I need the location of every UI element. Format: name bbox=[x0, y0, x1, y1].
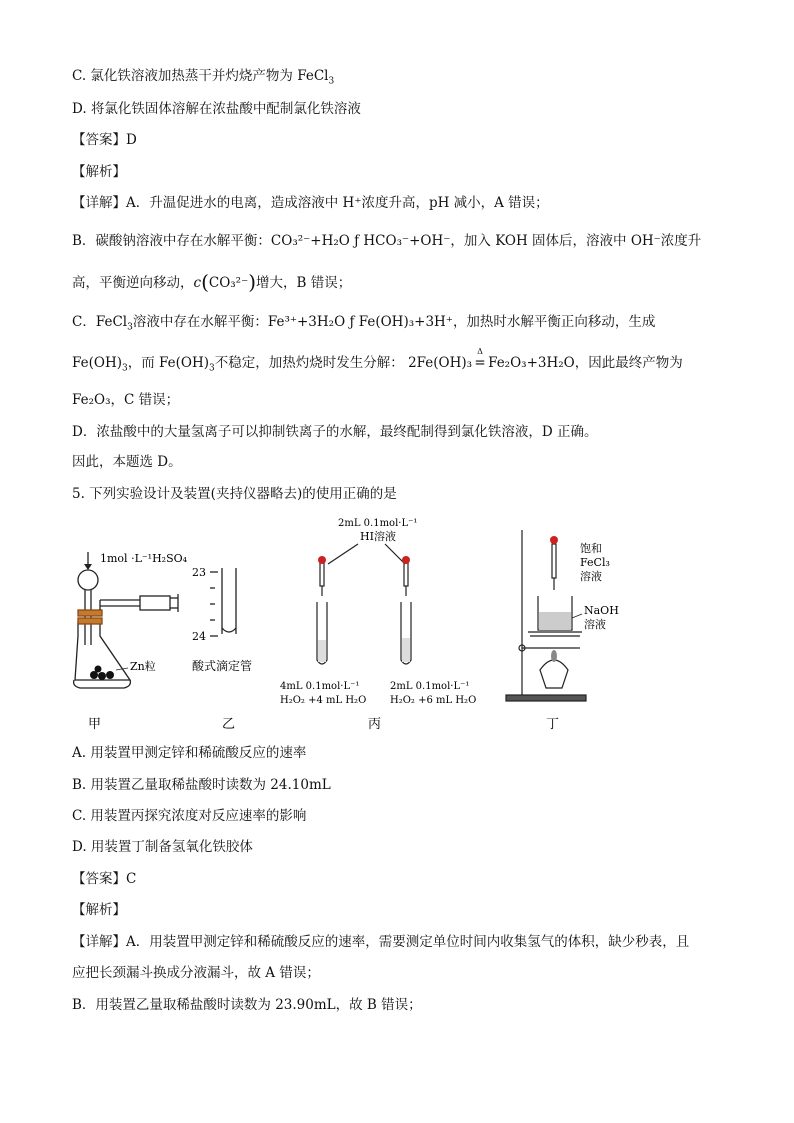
detail-c-line1: C．FeCl$_3$溶液中存在水解平衡：Fe³⁺+3H₂O ƒ Fe(OH)₃+3H⁺，加热时水解平衡正向移动，生成 bbox=[72, 314, 656, 333]
label-zn: Zn粒 bbox=[130, 660, 156, 673]
label-naoh-1: NaOH bbox=[584, 604, 619, 617]
option-d-q5: D. 用装置丁制备氢氧化铁胶体 bbox=[72, 839, 253, 855]
label-fecl3-3: 溶液 bbox=[580, 570, 602, 583]
detail2-a-line2: 应把长颈漏斗换成分液漏斗，故 A 错误； bbox=[72, 965, 320, 981]
analysis-label: 【解析】 bbox=[72, 164, 126, 180]
label-fecl3-1: 饱和 bbox=[580, 542, 602, 555]
dropper-bulb bbox=[402, 556, 410, 564]
label-right-tube-1: 2mL 0.1mol·L⁻¹ bbox=[390, 681, 470, 692]
answer-label: 【答案】D bbox=[72, 132, 137, 148]
label-right-tube-2: H₂O₂ +6 mL H₂O bbox=[390, 695, 477, 706]
label-fecl3-2: FeCl₃ bbox=[580, 556, 610, 569]
hydrolysis-equation-carbonate: CO₃²⁻+H₂O ƒ HCO₃⁻+OH⁻ bbox=[270, 233, 451, 249]
label-naoh-2: 溶液 bbox=[584, 618, 606, 631]
caption-bing: 丙 bbox=[368, 717, 382, 732]
dropper-bulb bbox=[550, 536, 558, 544]
conclusion: 因此，本题选 D。 bbox=[72, 454, 182, 470]
apparatus-bing bbox=[317, 544, 411, 664]
detail2-a-line1: 【详解】A．用装置甲测定锌和稀硫酸反应的速率，需要测定单位时间内收集氢气的体积，缺少秒表，且 bbox=[72, 934, 690, 950]
zn-granule bbox=[98, 672, 106, 680]
option-c-q5: C. 用装置丙探究浓度对反应速率的影响 bbox=[72, 808, 307, 824]
detail-c-line2: $Fe(OH)_3$，而 $Fe(OH)_3$不稳定，加热灼烧时发生分解： 2Fe(OH)₃ Δ = Fe₂O₃+3H₂O，因此最终产物为 bbox=[72, 347, 683, 374]
label-left-tube-2: H₂O₂ +4 mL H₂O bbox=[280, 695, 367, 706]
flame-icon bbox=[551, 650, 557, 662]
option-a-q5: A. 用装置甲测定锌和稀硫酸反应的速率 bbox=[72, 745, 307, 761]
apparatus-ding bbox=[506, 530, 586, 701]
option-b-q5: B. 用装置乙量取稀盐酸时读数为 24.10mL bbox=[72, 777, 331, 793]
apparatus-yi bbox=[210, 568, 236, 636]
caption-yi: 乙 bbox=[222, 717, 236, 732]
detail-a: 【详解】A．升温促进水的电离，造成溶液中 H⁺浓度升高，pH 减小，A 错误； bbox=[72, 195, 549, 211]
answer-label-2: 【答案】C bbox=[72, 871, 137, 887]
apparatus-jia bbox=[74, 552, 178, 688]
dropper-bulb bbox=[318, 556, 326, 564]
tick-24: 24 bbox=[192, 630, 206, 643]
burette-label: 酸式滴定管 bbox=[192, 659, 253, 673]
carbonate-ion: CO₃²⁻ bbox=[208, 275, 249, 291]
detail2-b: B．用装置乙量取稀盐酸时读数为 23.90mL，故 B 错误； bbox=[72, 997, 422, 1013]
hydrolysis-equation-iron: Fe³⁺+3H₂O ƒ Fe(OH)₃+3H⁺ bbox=[267, 314, 453, 330]
question-5: 5. 下列实验设计及装置(夹持仪器略去)的使用正确的是 bbox=[72, 486, 397, 502]
option-c: C. 氯化铁溶液加热蒸干并灼烧产物为 FeCl$_3$ bbox=[72, 68, 335, 87]
label-hi-conc: 2mL 0.1mol·L⁻¹ bbox=[338, 518, 418, 529]
detail-d: D．浓盐酸中的大量氢离子可以抑制铁离子的水解，最终配制得到氯化铁溶液，D 正确。 bbox=[72, 424, 598, 440]
zn-granule bbox=[95, 666, 102, 673]
detail-c-line3: Fe₂O₃，C 错误； bbox=[72, 392, 180, 408]
caption-ding: 丁 bbox=[546, 717, 560, 732]
analysis-label-2: 【解析】 bbox=[72, 902, 126, 918]
caption-jia: 甲 bbox=[88, 717, 102, 732]
label-left-tube-1: 4mL 0.1mol·L⁻¹ bbox=[280, 681, 360, 692]
label-h2so4: 1mol ·L⁻¹H₂SO₄ bbox=[100, 552, 188, 565]
option-d: D. 将氯化铁固体溶解在浓盐酸中配制氯化铁溶液 bbox=[72, 101, 361, 117]
detail-b-line1: B．碳酸钠溶液中存在水解平衡：CO₃²⁻+H₂O ƒ HCO₃⁻+OH⁻，加入 KOH 固体后，溶液中 OH⁻浓度升 bbox=[72, 233, 702, 249]
label-hi: HI溶液 bbox=[360, 530, 396, 543]
tick-23: 23 bbox=[192, 566, 206, 579]
apparatus-figure bbox=[60, 510, 700, 740]
decomposition-equation: 2Fe(OH)₃ Δ = Fe₂O₃+3H₂O bbox=[408, 347, 575, 371]
zn-granule bbox=[106, 671, 114, 679]
detail-b-line2: 高，平衡逆向移动，c(CO₃²⁻)增大，B 错误； bbox=[72, 270, 352, 294]
